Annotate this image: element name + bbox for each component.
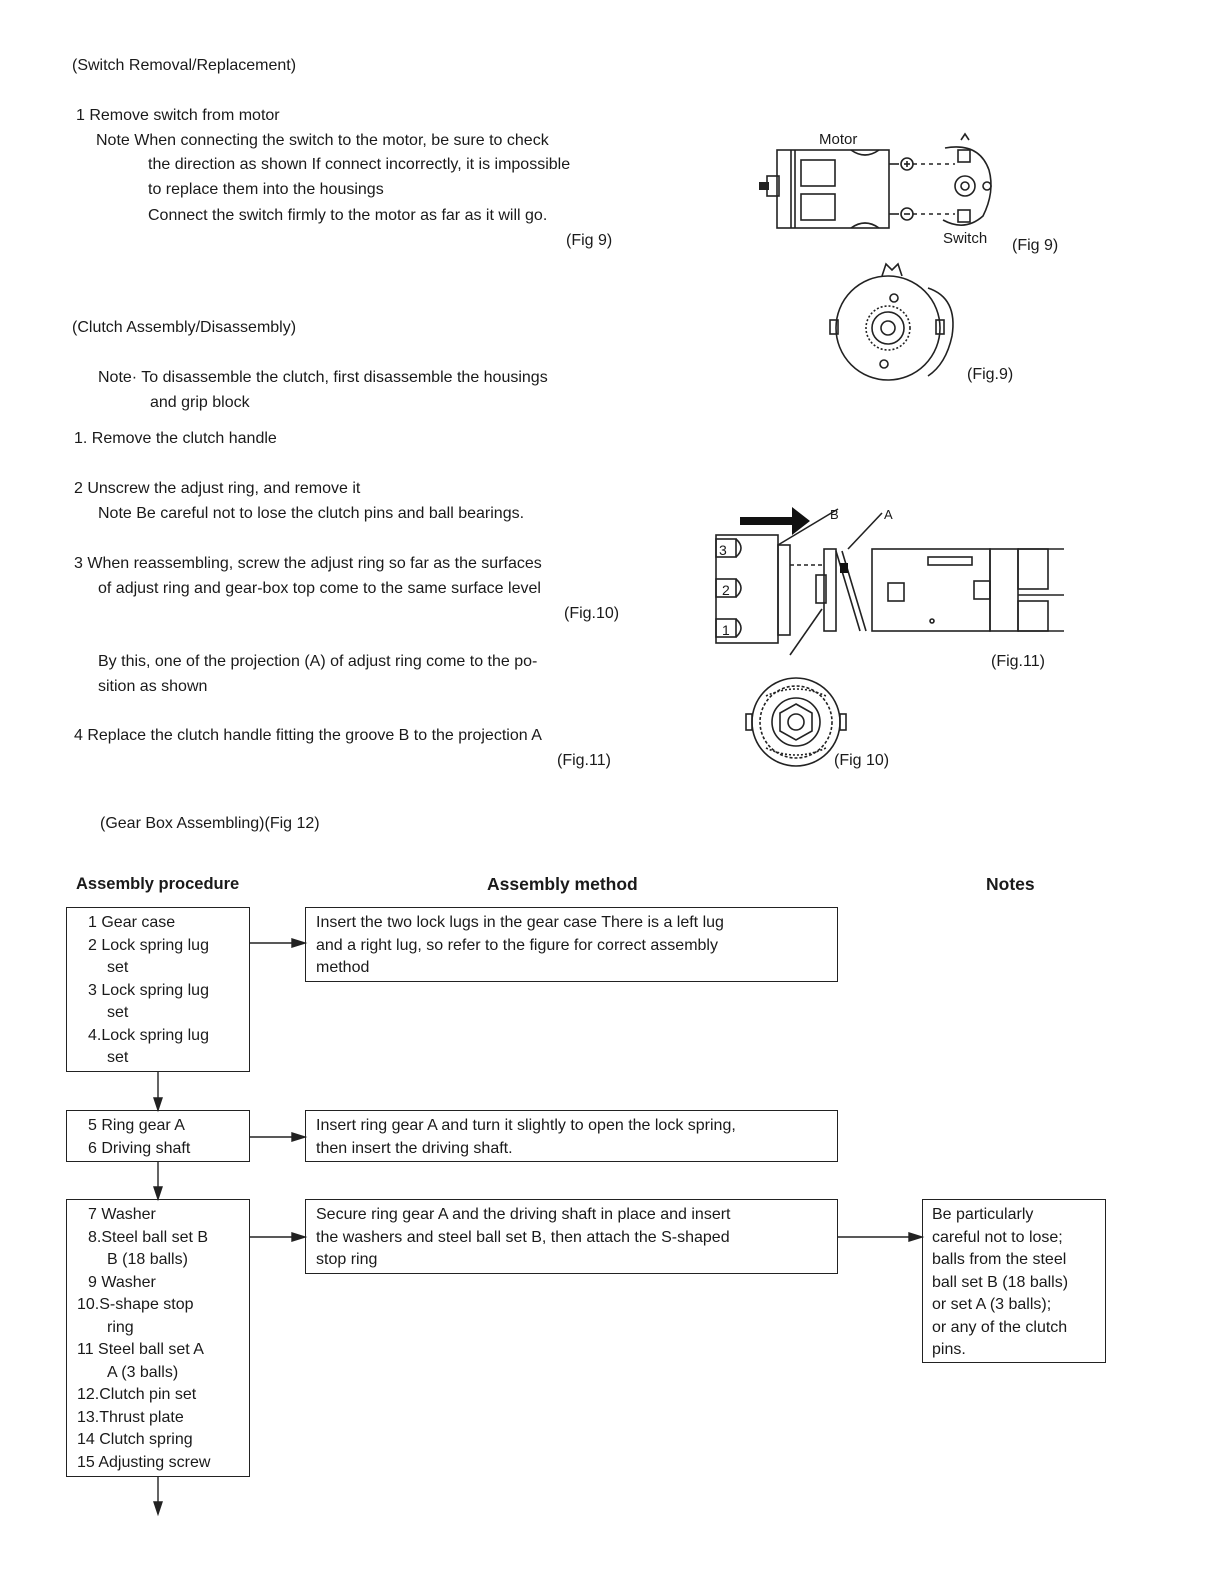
clutch-step-2: 2 Unscrew the adjust ring, and remove it bbox=[74, 480, 361, 497]
clutch-note-line-1: Note· To disassemble the clutch, first disassemble the housings bbox=[98, 369, 548, 386]
method-line: Insert the two lock lugs in the gear case There is a left lug bbox=[316, 914, 724, 931]
clutch-step-3-line-1: 3 When reassembling, screw the adjust ring so far as the surfaces bbox=[74, 555, 542, 572]
method-line: Insert ring gear A and turn it slightly to open the lock spring, bbox=[316, 1117, 736, 1134]
notes-line: ball set B (18 balls) bbox=[932, 1273, 1069, 1291]
clutch-step-3-line-2: of adjust ring and gear-box top come to the same surface level bbox=[98, 580, 541, 597]
procedure-item: A (3 balls) bbox=[107, 1363, 179, 1381]
arrow-right-icon bbox=[250, 939, 305, 947]
fig11-cap-number-2: 2 bbox=[722, 582, 730, 598]
procedure-item: 6 Driving shaft bbox=[88, 1139, 191, 1157]
arrow-down-icon bbox=[154, 1162, 162, 1199]
fig11-cap-number-3: 3 bbox=[719, 542, 727, 558]
notes-line: pins. bbox=[932, 1341, 966, 1358]
clutch-step-3-fig: (Fig.10) bbox=[564, 605, 620, 622]
projection-line-1: By this, one of the projection (A) of adjust ring come to the po- bbox=[98, 653, 538, 670]
switch-section-heading: (Switch Removal/Replacement) bbox=[72, 57, 297, 74]
clutch-note-line-2: and grip block bbox=[150, 394, 250, 411]
arrow-right-icon bbox=[250, 1133, 305, 1141]
method-line: method bbox=[316, 959, 370, 976]
procedure-item: set bbox=[107, 1049, 129, 1066]
notes-line: or any of the clutch bbox=[932, 1318, 1068, 1336]
gearbox-heading: (Gear Box Assembling)(Fig 12) bbox=[100, 815, 320, 832]
fig9-motor-label: Motor bbox=[819, 131, 858, 148]
col-header-procedure: Assembly procedure bbox=[76, 875, 240, 893]
arrow-down-icon bbox=[154, 1477, 162, 1514]
clutch-section-heading: (Clutch Assembly/Disassembly) bbox=[72, 319, 297, 336]
procedure-item: ring bbox=[107, 1318, 134, 1336]
fig11-label-b: B bbox=[830, 507, 839, 522]
method-line: then insert the driving shaft. bbox=[316, 1139, 513, 1157]
procedure-item: 5 Ring gear A bbox=[88, 1117, 185, 1134]
procedure-item: 8.Steel ball set B bbox=[88, 1228, 209, 1246]
clutch-step-4-fig: (Fig.11) bbox=[557, 752, 611, 769]
fig11-caption: (Fig.11) bbox=[991, 653, 1045, 670]
procedure-item: 15 Adjusting screw bbox=[77, 1453, 211, 1471]
clutch-step-2-note: Note Be careful not to lose the clutch pins and ball bearings. bbox=[98, 505, 525, 522]
procedure-item: 2 Lock spring lug bbox=[88, 936, 209, 954]
fig9b-caption: (Fig.9) bbox=[967, 366, 1014, 383]
notes-line: Be particularly bbox=[932, 1206, 1034, 1223]
method-line: Secure ring gear A and the driving shaft in place and insert bbox=[316, 1206, 731, 1223]
procedure-item: B (18 balls) bbox=[107, 1251, 188, 1268]
fig9-caption: (Fig 9) bbox=[1012, 237, 1059, 254]
procedure-item: 13.Thrust plate bbox=[77, 1408, 184, 1426]
switch-note-line-1: Note When connecting the switch to the motor, be sure to check bbox=[96, 132, 549, 149]
fig11-label-a: A bbox=[884, 507, 893, 522]
col-header-method: Assembly method bbox=[487, 874, 638, 894]
switch-note-line-3: to replace them into the housings bbox=[148, 181, 384, 198]
projection-line-2: sition as shown bbox=[98, 678, 208, 695]
method-line: stop ring bbox=[316, 1251, 378, 1268]
switch-step-1: 1 Remove switch from motor bbox=[76, 107, 280, 124]
fig10-caption: (Fig 10) bbox=[834, 752, 890, 769]
arrow-right-icon bbox=[250, 1233, 305, 1241]
procedure-item: set bbox=[107, 1004, 129, 1021]
procedure-item: 1 Gear case bbox=[88, 914, 176, 931]
procedure-item: set bbox=[107, 959, 129, 976]
procedure-item: 4.Lock spring lug bbox=[88, 1026, 209, 1044]
col-header-notes: Notes bbox=[986, 874, 1035, 894]
method-line: the washers and steel ball set B, then attach the S-shaped bbox=[316, 1228, 730, 1246]
switch-note-line-4: Connect the switch firmly to the motor as far as it will go. bbox=[148, 207, 548, 224]
switch-fig-ref: (Fig 9) bbox=[566, 232, 613, 249]
notes-line: or set A (3 balls); bbox=[932, 1296, 1052, 1313]
procedure-item: 12.Clutch pin set bbox=[77, 1386, 197, 1403]
notes-line: careful not to lose; bbox=[932, 1228, 1063, 1246]
clutch-step-4: 4 Replace the clutch handle fitting the groove B to the projection A bbox=[74, 727, 542, 744]
procedure-item: 7 Washer bbox=[88, 1206, 156, 1223]
procedure-item: 14 Clutch spring bbox=[77, 1431, 193, 1448]
procedure-item: 9 Washer bbox=[88, 1273, 156, 1291]
procedure-item: 11 Steel ball set A bbox=[77, 1341, 204, 1358]
procedure-item: 3 Lock spring lug bbox=[88, 981, 209, 999]
clutch-step-1: 1. Remove the clutch handle bbox=[74, 430, 277, 447]
method-line: and a right lug, so refer to the figure for correct assembly bbox=[316, 936, 718, 954]
fig9-switch-label: Switch bbox=[943, 230, 988, 247]
arrow-right-icon bbox=[838, 1233, 922, 1241]
procedure-item: 10.S-shape stop bbox=[77, 1296, 194, 1313]
arrow-down-icon bbox=[154, 1072, 162, 1110]
notes-line: balls from the steel bbox=[932, 1251, 1067, 1268]
fig11-cap-number-1: 1 bbox=[722, 622, 730, 638]
switch-note-line-2: the direction as shown If connect incorrectly, it is impossible bbox=[148, 156, 571, 173]
